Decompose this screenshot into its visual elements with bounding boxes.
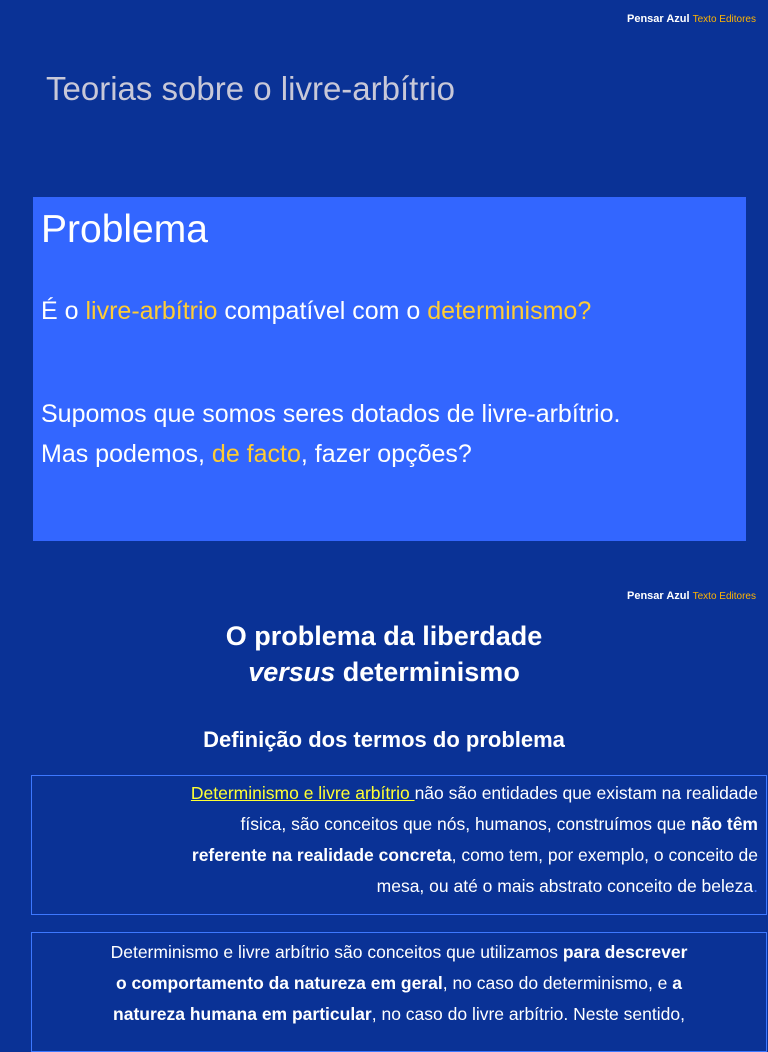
brand <box>627 13 756 25</box>
box2-bold-f: natureza humana em particular <box>113 1004 372 1024</box>
box1-text-b: não são entidades que existam na realidade <box>414 783 758 803</box>
q1-highlight-free-will: livre-arbítrio <box>85 297 218 325</box>
title-versus: versus <box>248 657 336 687</box>
problem-box <box>33 197 746 541</box>
box2-line-3 <box>40 999 758 1030</box>
brand-publisher: Texto Editores <box>692 14 756 25</box>
box1-text-g: mesa, ou até o mais abstrato conceito de beleza <box>376 876 754 896</box>
slide-2 <box>0 580 768 1024</box>
box2-bold-b: para descrever <box>562 942 688 962</box>
title-determinism: determinismo <box>335 657 520 687</box>
brand <box>627 590 756 602</box>
q2-text-a: Mas podemos, <box>41 440 212 468</box>
box2-bold-e: a <box>672 973 683 993</box>
q1-text-c: compatível com o <box>217 297 428 325</box>
question-2-line-2 <box>41 434 746 474</box>
box2-text-d: , no caso do determinismo, e <box>442 973 673 993</box>
question-1 <box>41 291 746 331</box>
slide-title <box>0 618 768 690</box>
box1-text-f: , como tem, por exemplo, o conceito de <box>451 845 758 865</box>
box1-period: . <box>753 876 758 896</box>
brand-name: Pensar Azul <box>627 13 690 25</box>
brand-publisher: Texto Editores <box>692 591 756 602</box>
box2-bold-c: o comportamento da natureza em geral <box>115 973 443 993</box>
q1-highlight-determinism: determinismo? <box>427 297 592 325</box>
box2-line-2 <box>40 968 758 999</box>
q1-text-a: É o <box>41 297 86 325</box>
box1-bold-d: não têm <box>690 814 758 834</box>
box1-line-3 <box>40 840 758 871</box>
box2-text-g: , no caso do livre arbítrio. Neste sentido, <box>371 1004 685 1024</box>
problem-heading: Problema <box>41 208 208 251</box>
title-line-2 <box>0 654 768 690</box>
box2-text-a: Determinismo e livre arbítrio são conceitos que utilizamos <box>110 942 563 962</box>
box1-text-c: física, são conceitos que nós, humanos, construímos que <box>240 814 691 834</box>
slide-subtitle: Definição dos termos do problema <box>203 727 565 752</box>
q2-text-c: , fazer opções? <box>300 440 472 468</box>
box1-bold-e: referente na realidade concreta <box>191 845 452 865</box>
question-2-line-1: Supomos que somos seres dotados de livre-arbítrio. <box>41 400 621 428</box>
box1-line-2 <box>40 809 758 840</box>
definition-box-2 <box>31 932 767 1052</box>
title-line-1: O problema da liberdade <box>225 621 543 651</box>
q2-highlight-de-facto: de facto <box>211 440 301 468</box>
box1-line-1 <box>40 778 758 809</box>
brand-name: Pensar Azul <box>627 590 690 602</box>
box1-highlight-terms: Determinismo e livre arbítrio <box>190 783 415 803</box>
slide-title: Teorias sobre o livre-arbítrio <box>46 70 455 107</box>
box2-line-1 <box>40 937 758 968</box>
definition-box-1 <box>31 775 767 915</box>
box1-line-4 <box>40 871 758 902</box>
